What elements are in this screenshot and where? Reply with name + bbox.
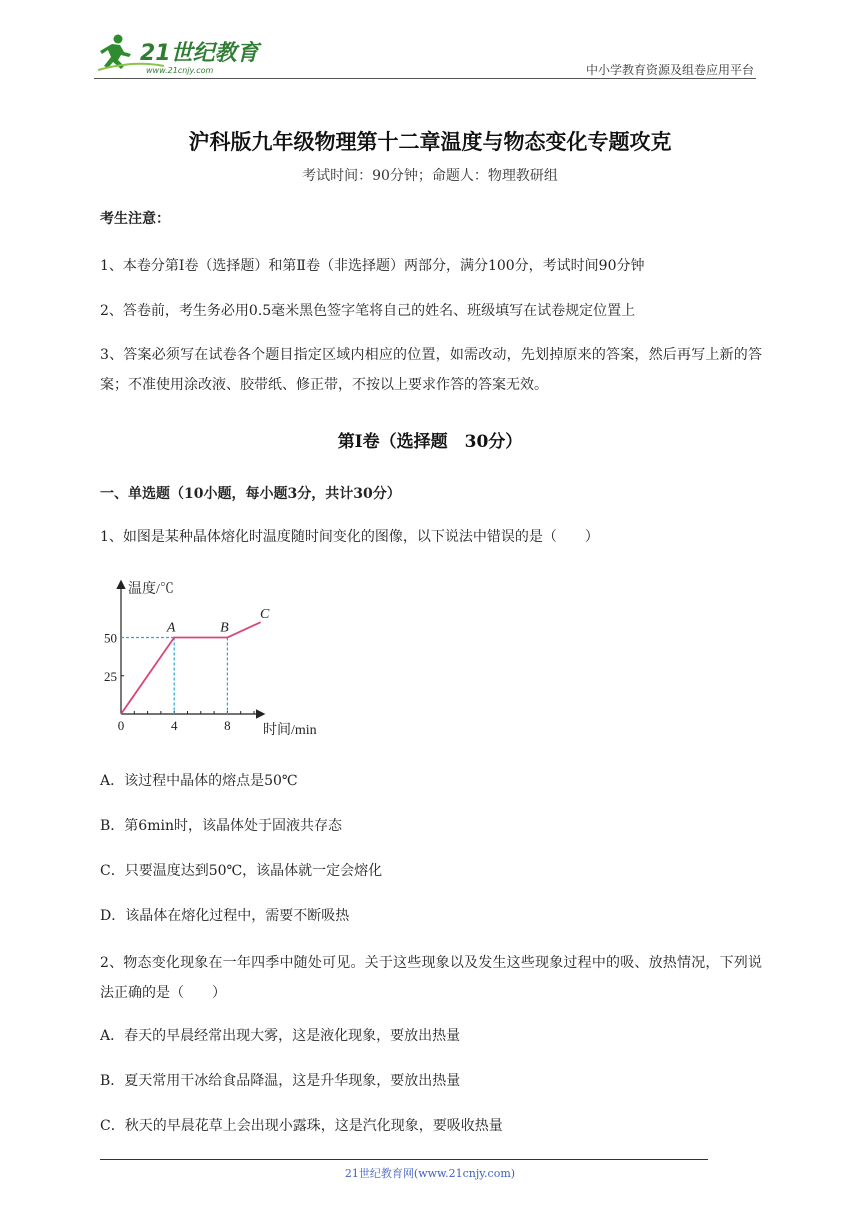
section-heading: 一、单选题（10小题，每小题3分，共计30分）	[100, 486, 401, 502]
x-tick-label: 8	[224, 718, 231, 733]
data-series-line	[121, 622, 261, 714]
notice-item: 3、答案必须写在试卷各个题目指定区域内相应的位置，如需改动，先划掉原来的答案，然后再写上新的答案；不准使用涂改液、胶带纸、修正带，不按以上要求作答的答案无效。	[100, 347, 762, 393]
header-divider	[94, 78, 756, 79]
point-label: A	[166, 620, 176, 636]
option-b: B．夏天常用干冰给食品降温，这是升华现象，要放出热量	[100, 1073, 461, 1089]
notice-item: 1、本卷分第Ⅰ卷（选择题）和第Ⅱ卷（非选择题）两部分，满分100分，考试时间90分钟	[100, 258, 645, 274]
part-title: 第Ⅰ卷（选择题 30分）	[337, 432, 523, 452]
y-tick-label: 25	[104, 668, 117, 684]
option-a: A．该过程中晶体的熔点是50℃	[100, 773, 298, 789]
site-logo	[94, 30, 259, 76]
svg-text:21世纪教育: 21世纪教育	[140, 41, 259, 66]
question-stem: 2、物态变化现象在一年四季中随处可见。关于这些现象以及发生这些现象过程中的吸、放热情况，下列说法正确的是（ ）	[100, 955, 762, 1001]
page-header	[94, 30, 756, 80]
notice-heading: 考生注意：	[100, 211, 170, 227]
platform-label: 中小学教育资源及组卷应用平台	[585, 63, 754, 77]
option-b: B．第6min时，该晶体处于固液共存态	[100, 818, 342, 834]
y-axis-label: 温度/℃	[128, 582, 174, 597]
point-label: B	[220, 620, 229, 636]
x-tick-label: 4	[170, 718, 178, 733]
svg-text:www.21cnjy.com: www.21cnjy.com	[146, 66, 214, 75]
x-axis-label: 时间/min	[263, 723, 317, 738]
y-tick-label: 50	[104, 630, 117, 646]
footer-text: 21世纪教育网(www.21cnjy.com)	[344, 1167, 516, 1180]
option-c: C．秋天的早晨花草上会出现小露珠，这是汽化现象，要吸收热量	[100, 1118, 503, 1134]
footer-divider	[100, 1159, 708, 1160]
option-d: D．该晶体在熔化过程中，需要不断吸热	[100, 908, 350, 924]
exam-info: 考试时间：90分钟；命题人：物理教研组	[302, 168, 558, 184]
point-label: C	[259, 607, 270, 623]
runner-logo-icon	[94, 30, 259, 76]
x-tick-label: 0	[117, 718, 125, 733]
notice-item: 2、答卷前，考生务必用0.5毫米黑色签字笔将自己的姓名、班级填写在试卷规定位置上	[100, 303, 636, 319]
option-c: C．只要温度达到50℃，该晶体就一定会熔化	[100, 863, 383, 879]
option-a: A．春天的早晨经常出现大雾，这是液化现象，要放出热量	[100, 1028, 461, 1044]
question-stem: 1、如图是某种晶体熔化时温度随时间变化的图像，以下说法中错误的是（ ）	[100, 529, 599, 545]
page-title: 沪科版九年级物理第十二章温度与物态变化专题攻克	[188, 129, 672, 154]
temperature-time-graph	[104, 576, 338, 741]
